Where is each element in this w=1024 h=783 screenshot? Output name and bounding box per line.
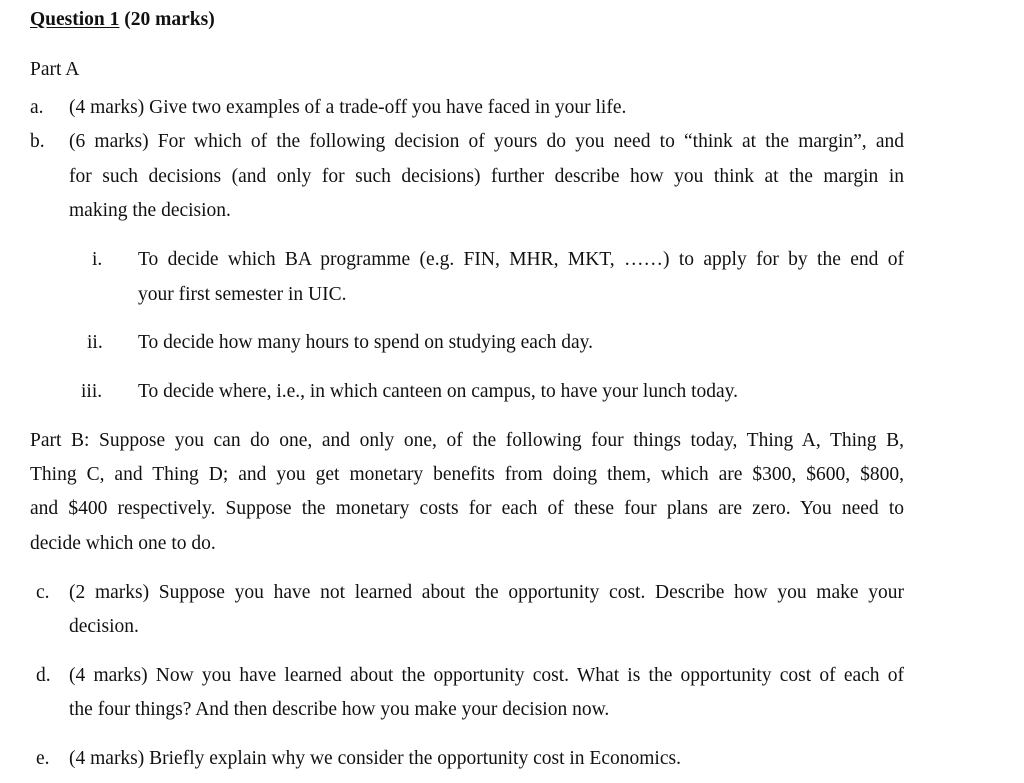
item-d-marker: d. <box>36 665 51 686</box>
item-c-marker: c. <box>36 582 50 603</box>
subitem-ii-marker: ii. <box>87 332 103 353</box>
item-b-text-line-2: for such decisions (and only for such decisions) further describe how you think at the margin in <box>69 166 904 187</box>
subitem-i-marker: i. <box>92 249 103 270</box>
item-c-text-line-1: (2 marks) Suppose you have not learned about the opportunity cost. Describe how you make your <box>69 582 904 603</box>
part-a-heading: Part A <box>30 59 80 80</box>
part-b-text-line-1: Part B: Suppose you can do one, and only one, of the following four things today, Thing A, Thing B, <box>30 430 904 451</box>
part-b-text-line-2: Thing C, and Thing D; and you get monetary benefits from doing them, which are $300, $600, $800, <box>30 464 904 485</box>
item-a-text: (4 marks) Give two examples of a trade-off you have faced in your life. <box>69 97 627 118</box>
item-e-text: (4 marks) Briefly explain why we consider the opportunity cost in Economics. <box>69 748 681 769</box>
subitem-iii-marker: iii. <box>81 381 103 402</box>
item-b-text-line-1: (6 marks) For which of the following decision of yours do you need to “think at the margin”, and <box>69 131 904 152</box>
item-e-marker: e. <box>36 748 50 769</box>
part-b-text-line-3: and $400 respectively. Suppose the monetary costs for each of these four plans are zero. You need to <box>30 498 904 519</box>
part-b-text-line-4: decide which one to do. <box>30 533 216 554</box>
item-d-text-line-2: the four things? And then describe how you make your decision now. <box>69 699 610 720</box>
item-c-text-line-2: decision. <box>69 616 139 637</box>
subitem-iii-text: To decide where, i.e., in which canteen on campus, to have your lunch today. <box>138 381 739 402</box>
item-b-text-line-3: making the decision. <box>69 200 231 221</box>
item-d-text-line-1: (4 marks) Now you have learned about the opportunity cost. What is the opportunity cost of each of <box>69 665 904 686</box>
item-b-marker: b. <box>30 131 45 152</box>
subitem-i-text-line-1: To decide which BA programme (e.g. FIN, MHR, MKT, ……) to apply for by the end of <box>138 249 904 270</box>
question-title <box>30 10 215 30</box>
item-a-marker: a. <box>30 97 44 118</box>
question-number: Question 1 <box>30 9 120 30</box>
subitem-ii-text: To decide how many hours to spend on studying each day. <box>138 332 593 353</box>
subitem-i-text-line-2: your first semester in UIC. <box>138 284 347 305</box>
question-marks: (20 marks) <box>119 9 215 30</box>
